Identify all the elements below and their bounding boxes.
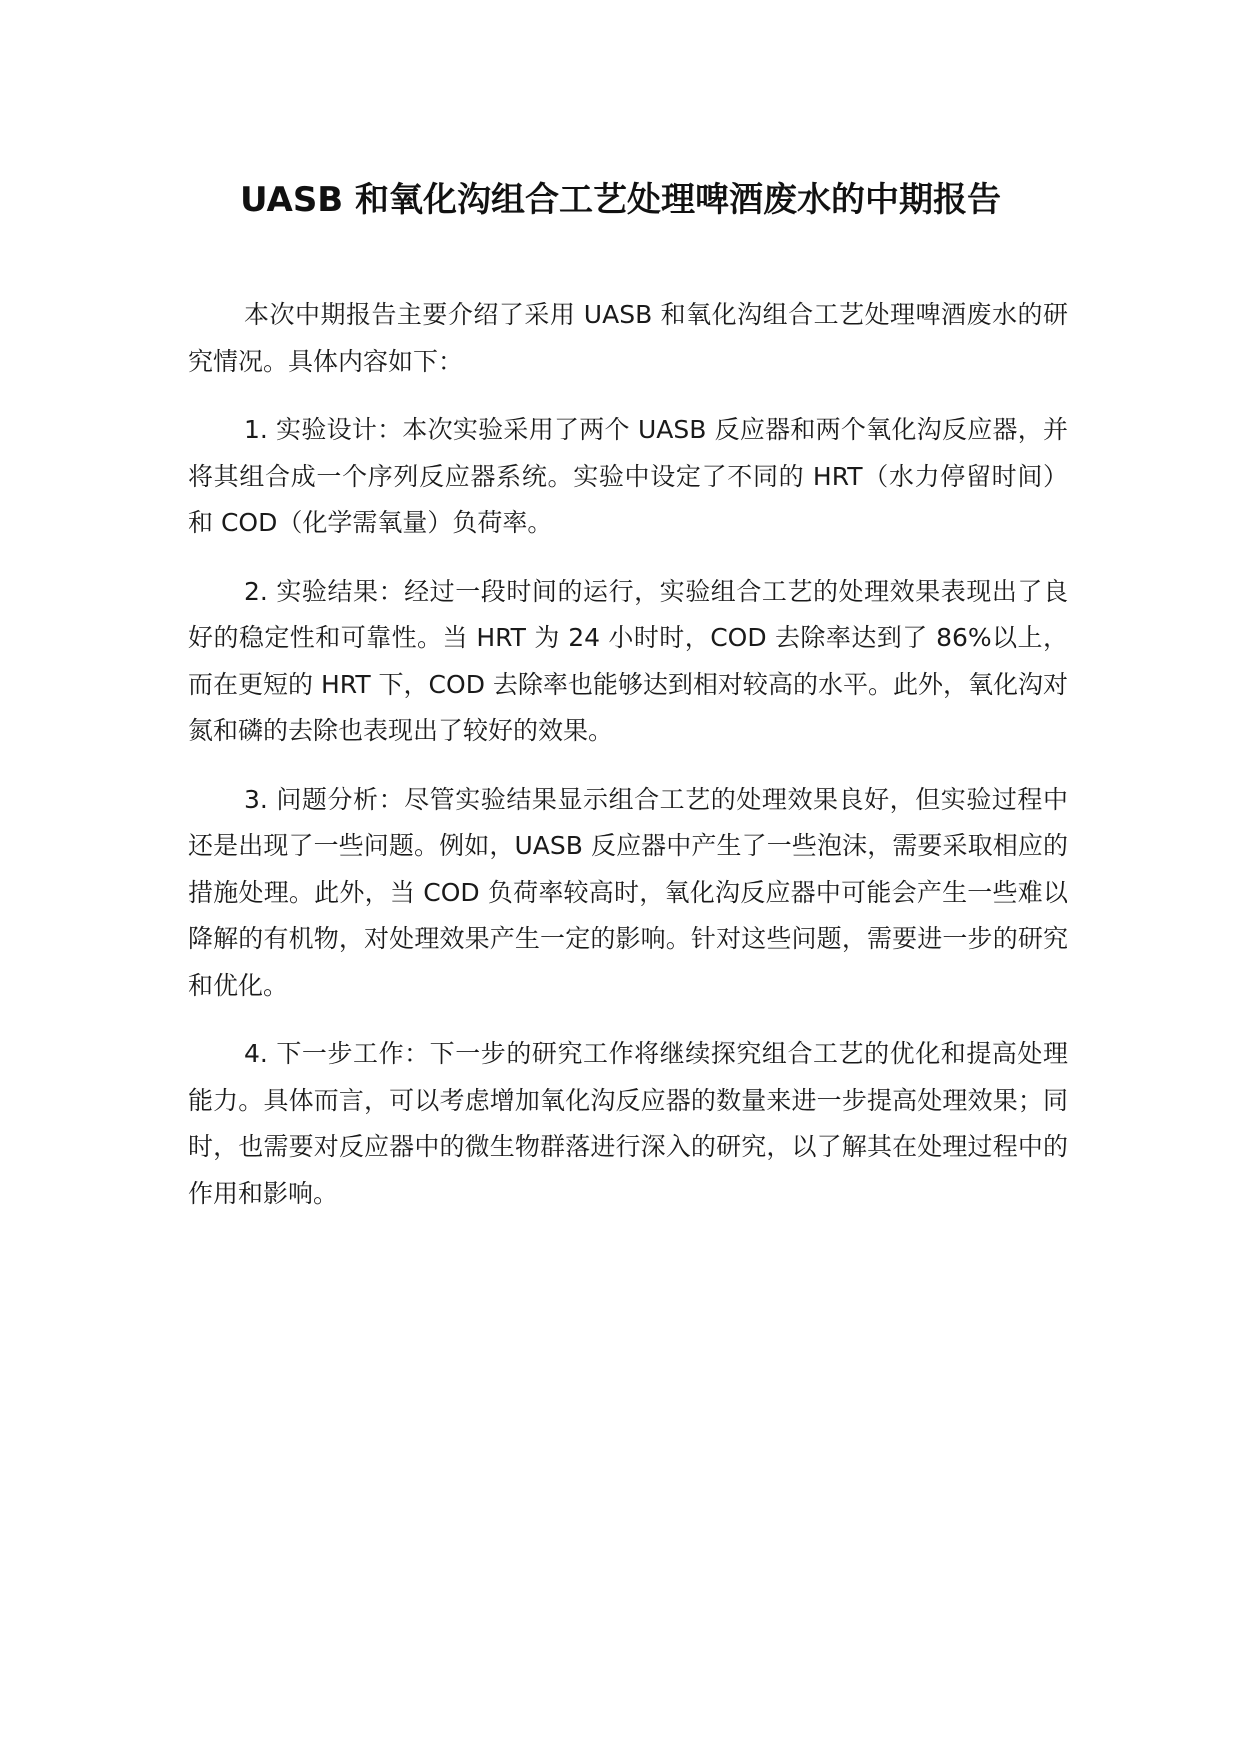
document-body <box>188 292 1068 1239</box>
experiment-design-paragraph: 1. 实验设计：本次实验采用了两个 UASB 反应器和两个氧化沟反应器，并将其组合成一个序列反应器系统。实验中设定了不同的 HRT（水力停留时间）和 COD（化学需氧量）负荷率。 <box>188 415 1068 537</box>
problem-analysis-paragraph: 3. 问题分析：尽管实验结果显示组合工艺的处理效果良好，但实验过程中还是出现了一些问题。例如，UASB 反应器中产生了一些泡沫，需要采取相应的措施处理。此外，当 COD 负荷率较高时，氧化沟反应器中可能会产生一些难以降解的有机物，对处理效果产生一定的影响。针对这些问题，需要进一步的研究和优化。 <box>188 784 1068 1000</box>
next-steps-paragraph: 4. 下一步工作：下一步的研究工作将继续探究组合工艺的优化和提高处理能力。具体而言，可以考虑增加氧化沟反应器的数量来进一步提高处理效果；同时，也需要对反应器中的微生物群落进行深入的研究，以了解其在处理过程中的作用和影响。 <box>188 1039 1068 1208</box>
document-title: UASB 和氧化沟组合工艺处理啤酒废水的中期报告 <box>239 180 1002 220</box>
experiment-results-paragraph: 2. 实验结果：经过一段时间的运行，实验组合工艺的处理效果表现出了良好的稳定性和可靠性。当 HRT 为 24 小时时，COD 去除率达到了 86%以上，而在更短的 HRT 下，COD 去除率也能够达到相对较高的水平。此外，氧化沟对氮和磷的去除也表现出了较好的效果。 <box>188 576 1068 745</box>
intro-paragraph: 本次中期报告主要介绍了采用 UASB 和氧化沟组合工艺处理啤酒废水的研究情况。具体内容如下： <box>188 300 1068 376</box>
